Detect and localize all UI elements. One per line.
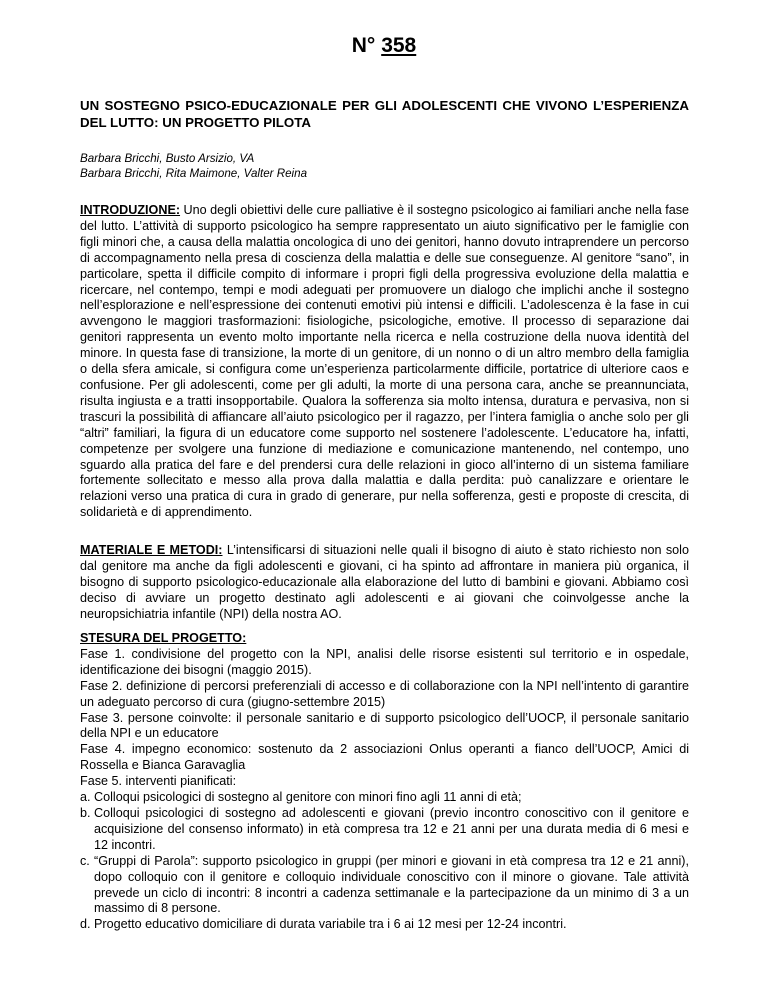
list-item-text: Colloqui psicologici di sostegno ad adolescenti e giovani (previo incontro conoscitivo con il genitore e acquisizione del consenso informato) in età compresa tra 12 e 21 anni per una durata media di 6 mesi e 12 incontri. (94, 805, 689, 852)
phase-item: Fase 5. interventi pianificati: (80, 774, 237, 789)
list-item (80, 806, 689, 854)
list-item-text: “Gruppi di Parola”: supporto psicologico in gruppi (per minori e giovani in età compresa tra 12 e 21 anni), dopo colloquio con il genitore e colloquio individuale conoscitivo con il minore o giovane. Tale attività prevede un ciclo di incontri: 8 incontri a cadenza settimanale e la partecipazione da un minimo di 3 a un massimo di 8 persone. (94, 853, 689, 916)
document-number (0, 34, 768, 58)
project-section (80, 631, 689, 933)
document-number-prefix: N° (351, 34, 376, 57)
project-heading: STESURA DEL PROGETTO: (80, 631, 247, 645)
methods-text: L’intensificarsi di situazioni nelle quali il bisogno di aiuto è stato richiesto non solo dal genitore ma anche da figli adolescenti e giovani, ci ha spinto ad affrontare in maniera più organica, il bisogno di supporto psicologico-educazionale alla elaborazione del lutto di bambini e giovani. Abbiamo così deciso di avviare un progetto destinato agli adolescenti e ai giovani che coinvolgesse anche la neuropsichiatria infantile (NPI) della nostra AO. (80, 543, 689, 621)
list-item (80, 854, 689, 918)
list-marker: d. (80, 917, 91, 932)
author-line: Barbara Bricchi, Rita Maimone, Valter Reina (80, 167, 308, 180)
document-number-value: 358 (381, 34, 417, 57)
phase-item: Fase 1. condivisione del progetto con la NPI, analisi delle risorse esistenti sul territorio e in ospedale, identificazione dei bisogni (maggio 2015). (80, 646, 689, 677)
introduction-text: Uno degli obiettivi delle cure palliative è il sostegno psicologico ai familiari anche nella fase del lutto. L’attività di supporto psicologico ha sempre rappresentato un aiuto significativo per le famiglie con figli minori che, a causa della malattia oncologica di uno dei genitori, hanno dovuto intraprendere un percorso di accompagnamento nella presa di coscienza della malattia e delle sue conseguenze. Al genitore “sano”, in particolare, spetta il difficile compito di informare i propri figli della progressiva evoluzione della malattia e ricercare, nel contempo, tempi e modi adeguati per promuovere un dialogo che implichi anche il sostegno nell’esplorazione e nell’espressione dei contenuti emotivi più intensi e difficili. L’adolescenza è la fase in cui avvengono le maggiori trasformazioni: fisiologiche, psicologiche, emotive. Il processo di separazione dai genitori rappresenta un evento molto importante nella ricerca e nella costruzione della nuova identità del minore. In questa fase di transizione, la morte di un genitore, di un nonno o di un altro membro della famiglia o della sfera amicale, si configura come un’esperienza particolarmente difficile, portatrice di ulteriore caos e confusione. Per gli adolescenti, come per gli adulti, la morte di una persona cara, anche se preannunciata, risulta ingiusta e a tratti insopportabile. Qualora la sofferenza sia molto intensa, duratura e pervasiva, non si trascuri la possibilità di affiancare all’aiuto psicologico per il ragazzo, per l’intera famiglia o anche solo per gli “altri” familiari, la figura di un educatore come supporto nel sostenere l’adolescente. L’educatore ha, infatti, competenze per svolgere una funzione di mediazione e comunicazione mantenendo, nel contempo, uno sguardo alla pratica del fare e del prendersi cura delle relazioni in gioco all’interno di un sistema familiare fortemente sollecitato e messo alla prova dalla malattia e dalla perdita: può canalizzare e orientare le relazioni verso una pratica di cura in grado di generare, pur nella sofferenza, gesti e proposte di crescita, di solidarietà e di apprendimento. (80, 203, 689, 520)
list-item (80, 917, 689, 933)
phase-item: Fase 4. impegno economico: sostenuto da 2 associazioni Onlus operanti a fianco dell’UOCP, Amici di Rossella e Bianca Garavaglia (80, 742, 689, 773)
methods-heading: MATERIALE E METODI: (80, 543, 223, 557)
introduction-section (80, 203, 689, 521)
methods-section (80, 543, 689, 623)
phase-item: Fase 3. persone coinvolte: il personale sanitario e di supporto psicologico dell’UOCP, il personale sanitario della NPI e un educatore (80, 710, 689, 741)
authors (80, 151, 689, 181)
author-line: Barbara Bricchi, Busto Arsizio, VA (80, 152, 255, 165)
list-item-text: Progetto educativo domiciliare di durata variabile tra i 6 ai 12 mesi per 12-24 incontri. (94, 917, 567, 932)
list-item-text: Colloqui psicologici di sostegno al genitore con minori fino agli 11 anni di età; (94, 790, 522, 805)
list-marker: a. (80, 790, 91, 805)
introduction-heading: INTRODUZIONE: (80, 203, 181, 217)
list-marker: c. (80, 853, 90, 868)
list-marker: b. (80, 805, 91, 820)
interventions-list (80, 790, 689, 933)
document-title: UN SOSTEGNO PSICO-EDUCAZIONALE PER GLI ADOLESCENTI CHE VIVONO L’ESPERIENZA DEL LUTTO: UN PROGETTO PILOTA (80, 98, 689, 130)
phase-item: Fase 2. definizione di percorsi preferenziali di accesso e di collaborazione con la NPI nell’intento di garantire un adeguato percorso di cura (giugno-settembre 2015) (80, 678, 689, 709)
list-item (80, 790, 689, 806)
